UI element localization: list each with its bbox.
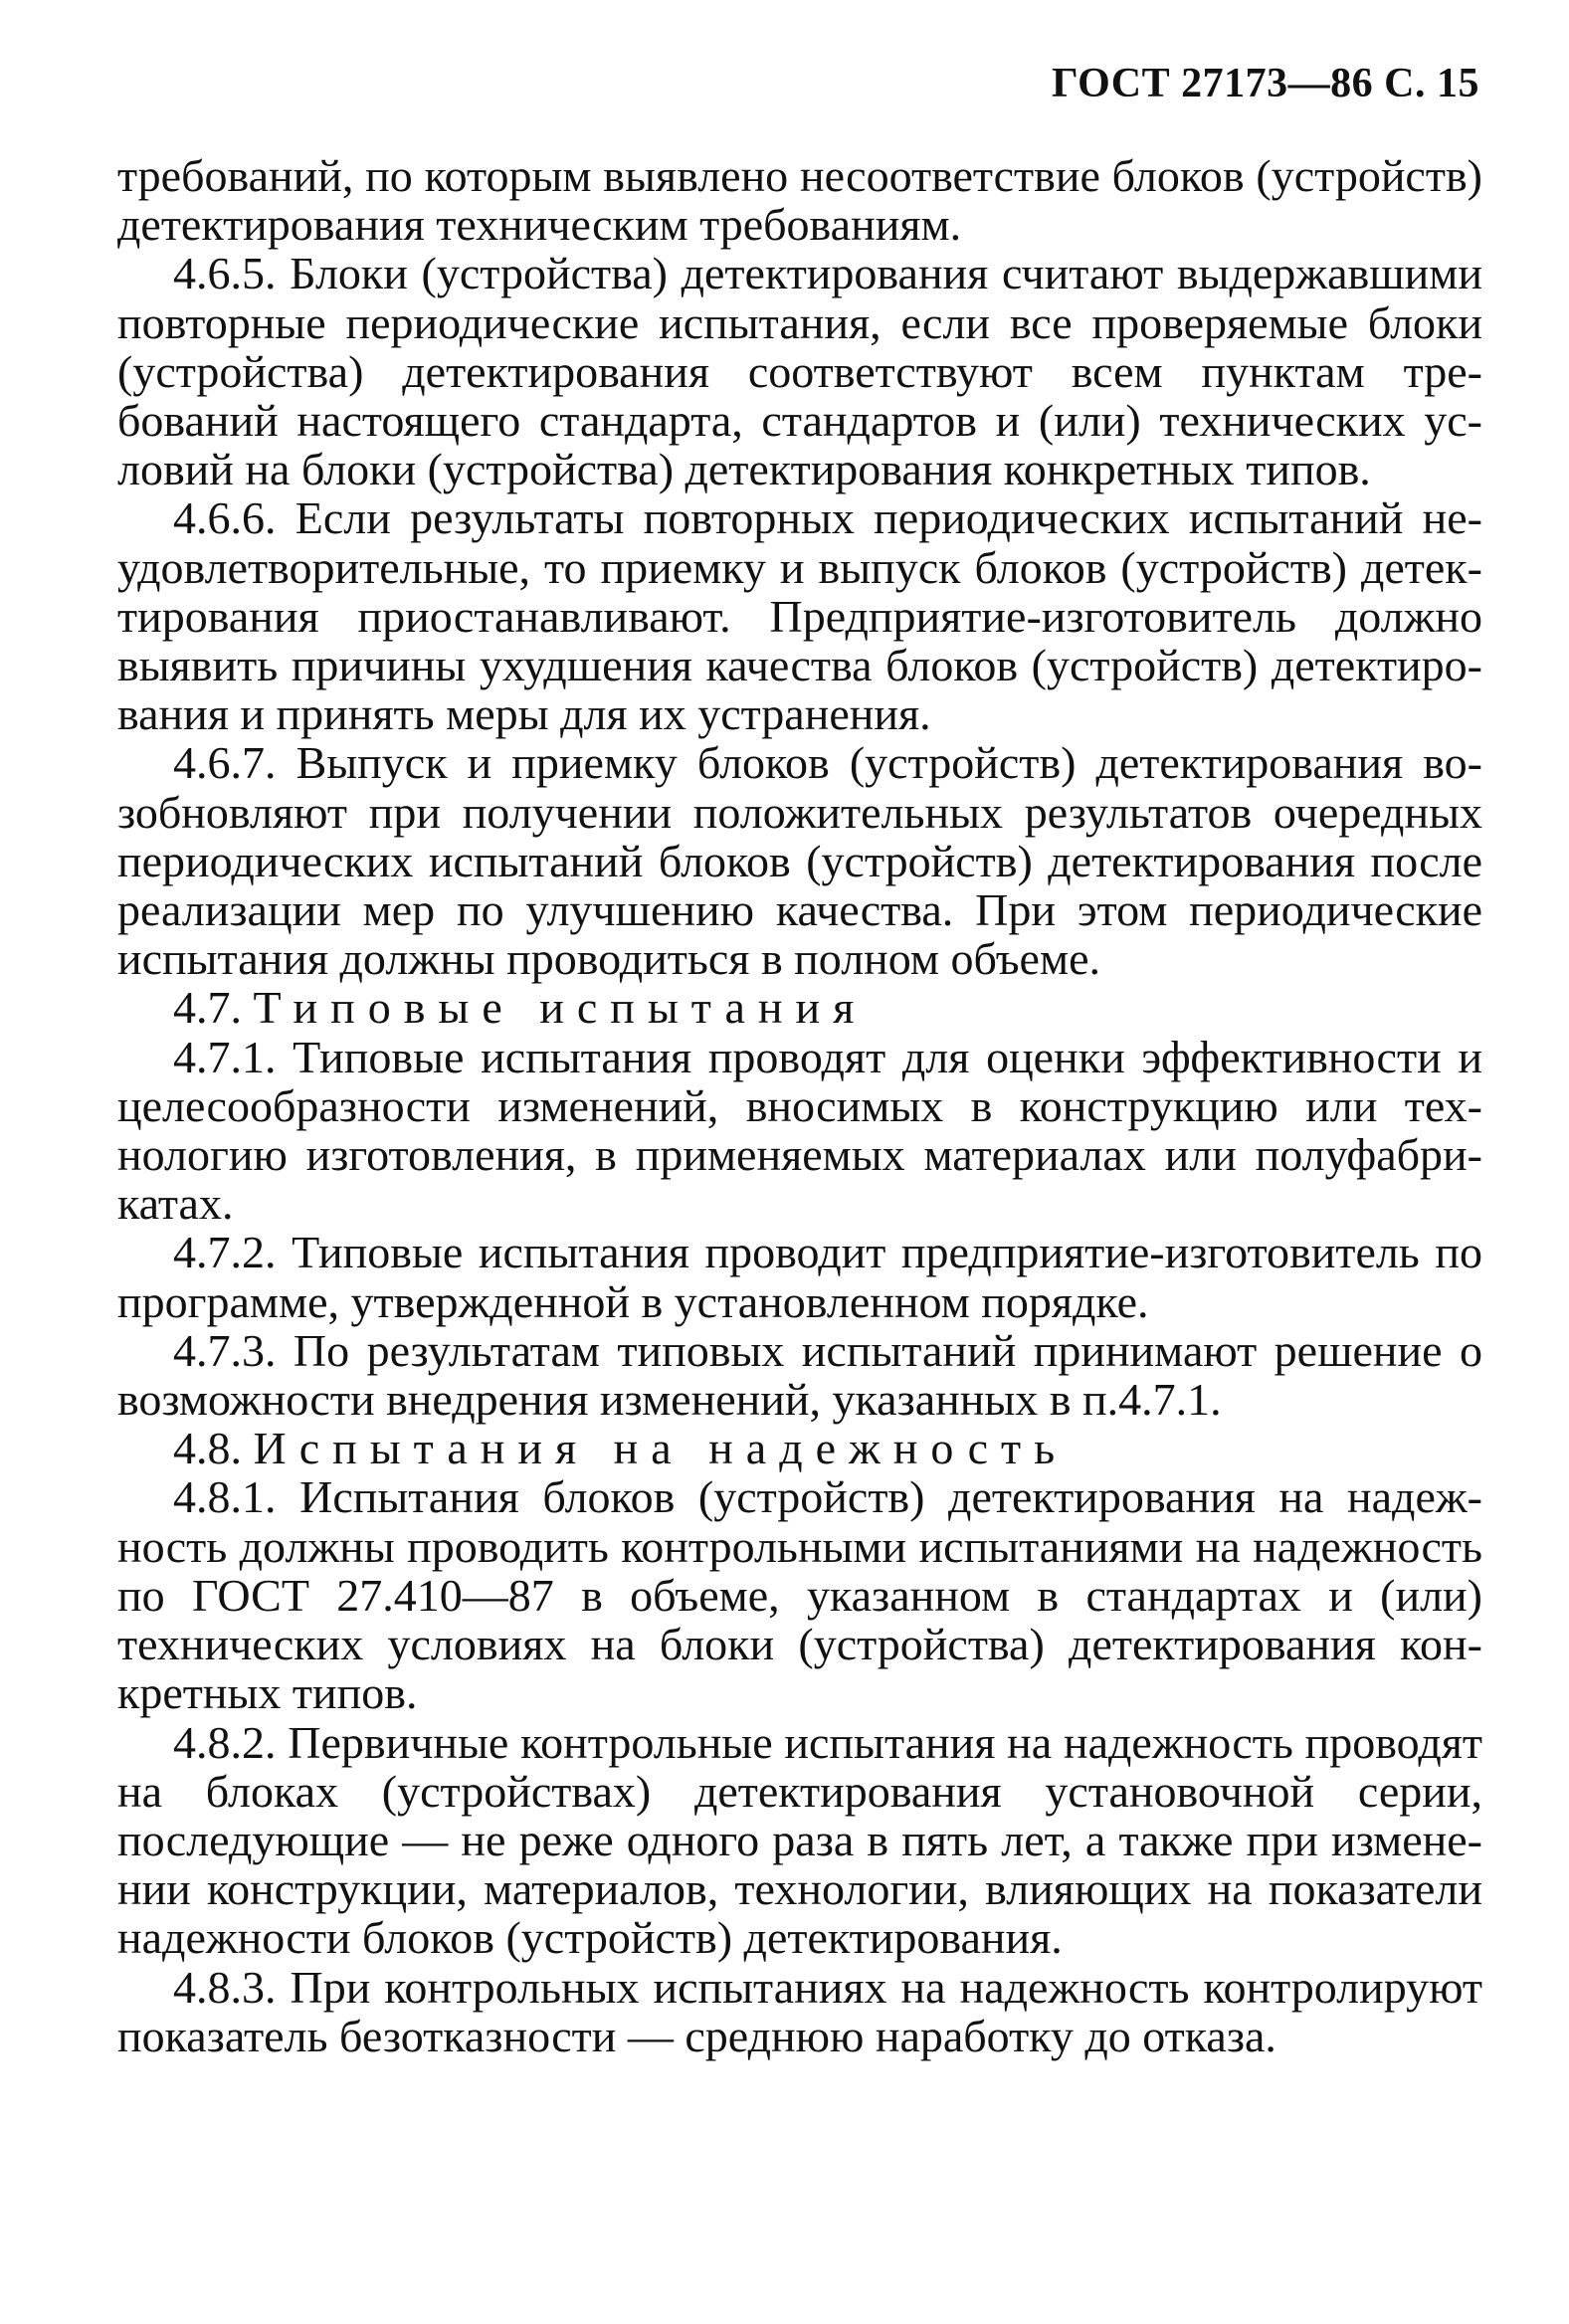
section-title: Типовые испытания [253,982,868,1034]
document-body [117,151,1482,2060]
paragraph-continuation: требований, по которым выявлено несоответствие блоков (устройств) детектирования техническим требованиям. [117,150,1482,251]
section-title: Испытания на надежность [253,1423,1069,1474]
paragraph-4-6-6: 4.6.6. Если результаты повторных периодических испытаний неудовлетворительные, то приемку и выпуск блоков (устройств) детектирования приостанавливают. Предприятие-изготовитель должно выявить причины ухудшения качества блоков (устройств) детектирования и принять меры для их устранения. [117,492,1482,740]
section-heading-4-7 [117,983,1482,1032]
paragraph-4-8-3: 4.8.3. При контрольных испытаниях на надежность контролируют показатель безотказности — среднюю наработку до отказа. [117,1961,1482,2061]
paragraph-4-7-3: 4.7.3. По результатам типовых испытаний принимают решение о возможности внедрения изменений, указанных в п.4.7.1. [117,1324,1482,1426]
paragraph-4-8-2: 4.8.2. Первичные контрольные испытания на надежность проводят на блоках (устройствах) детектирования установочной серии, последующие — не реже одного раза в пять лет, а также при изменении конструкции, материалов, технологии, влияющих на показатели надежности блоков (устройств) детектирования. [117,1716,1482,1964]
section-number: 4.8. [173,1423,242,1474]
paragraph-4-7-1: 4.7.1. Типовые испытания проводят для оценки эффективности и целесообразности изменений, вносимых в конструкцию или технологию изготовления, в применяемых материалах или полуфабрикатах. [117,1031,1482,1230]
section-heading-4-8 [117,1424,1482,1472]
paragraph-4-6-5: 4.6.5. Блоки (устройства) детектирования считают выдержавшими повторные периодические испытания, если все проверяемые блоки (устройства) детектирования соответствуют всем пунктам требований настоящего стандарта, стандартов и (или) технических условий на блоки (устройства) детектирования конкретных типов. [117,248,1482,495]
paragraph-4-7-2: 4.7.2. Типовые испытания проводит предприятие-изготовитель по программе, утвержденной в установленном порядке. [117,1227,1482,1327]
paragraph-4-6-7: 4.6.7. Выпуск и приемку блоков (устройств) детектирования возобновляют при получении положительных результатов очередных периодических испытаний блоков (устройств) детектирования после реализации мер по улучшению качества. При этом периодические испытания должны проводиться в полном объеме. [117,737,1482,985]
paragraph-4-8-1: 4.8.1. Испытания блоков (устройств) детектирования на надежность должны проводить контрольными испытаниями на надежность по ГОСТ 27.410—87 в объеме, указанном в стандартах и (или) технических условиях на блоки (устройства) детектирования конкретных типов. [117,1471,1482,1719]
section-number: 4.7. [173,982,242,1034]
page-header: ГОСТ 27173—86 С. 15 [1051,61,1479,106]
